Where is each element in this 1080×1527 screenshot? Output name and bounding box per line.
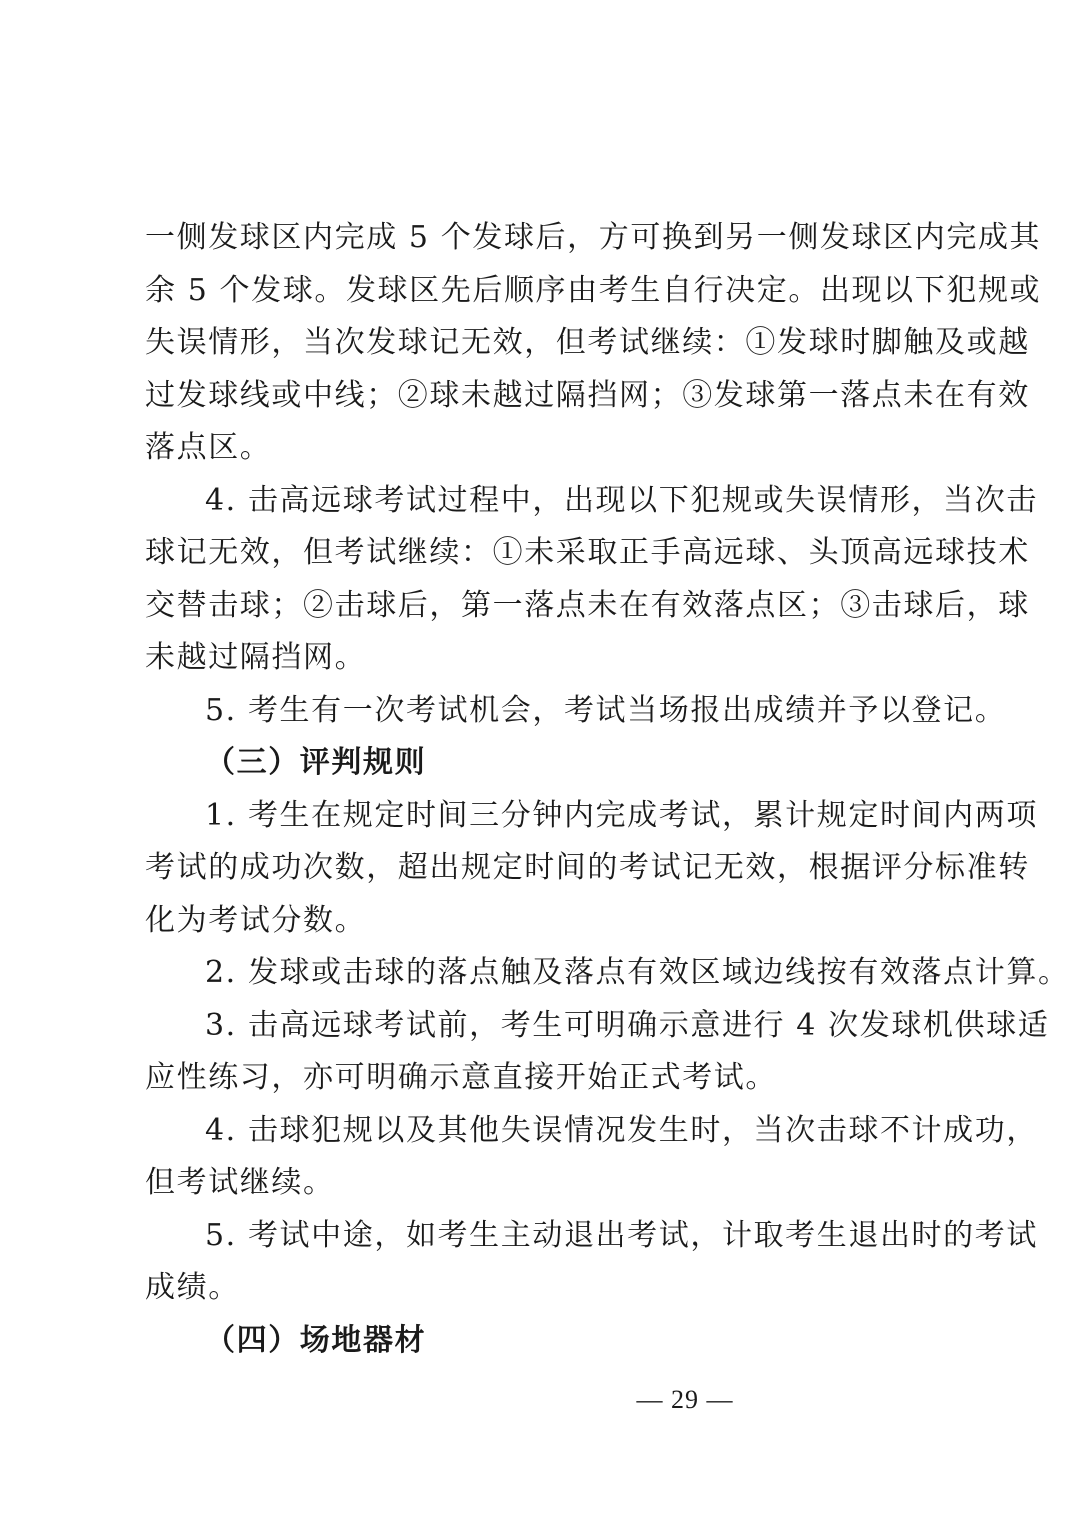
document-body: [145, 212, 1070, 1367]
text-line: 4. 击球犯规以及其他失误情况发生时，当次击球不计成功，: [205, 1112, 1038, 1148]
section-heading: （三）评判规则: [205, 745, 427, 780]
text-line: 应性练习，亦可明确示意直接开始正式考试。: [145, 1060, 777, 1095]
text-line: 5. 考生有一次考试机会，考试当场报出成绩并予以登记。: [205, 692, 1007, 728]
text-line: 交替击球；②击球后，第一落点未在有效落点区；③击球后，球: [145, 587, 1030, 623]
text-line: 过发球线或中线；②球未越过隔挡网；③发球第一落点未在有效: [145, 377, 1030, 413]
text-line: 成绩。: [145, 1270, 240, 1305]
text-line: 2. 发球或击球的落点触及落点有效区域边线按有效落点计算。: [205, 955, 1070, 990]
text-line: 3. 击高远球考试前，考生可明确示意进行 4 次发球机供球适: [205, 1007, 1050, 1043]
text-line: 1. 考生在规定时间三分钟内完成考试，累计规定时间内两项: [205, 797, 1038, 833]
text-line: 但考试继续。: [145, 1165, 335, 1200]
section-heading: （四）场地器材: [205, 1322, 427, 1358]
text-line: 5. 考试中途，如考生主动退出考试，计取考生退出时的考试: [205, 1217, 1038, 1253]
text-line: 一侧发球区内完成 5 个发球后，方可换到另一侧发球区内完成其: [145, 220, 1042, 255]
text-line: 失误情形，当次发球记无效，但考试继续：①发球时脚触及或越: [145, 325, 1030, 360]
text-line: 化为考试分数。: [145, 902, 367, 938]
text-line: 余 5 个发球。发球区先后顺序由考生自行决定。出现以下犯规或: [145, 272, 1042, 308]
text-line: 未越过隔挡网。: [145, 640, 367, 675]
text-line: 球记无效，但考试继续：①未采取正手高远球、头顶高远球技术: [145, 535, 1030, 570]
text-line: 考试的成功次数，超出规定时间的考试记无效，根据评分标准转: [145, 850, 1030, 885]
text-line: 4. 击高远球考试过程中，出现以下犯规或失误情形，当次击: [205, 482, 1038, 518]
text-line: 落点区。: [145, 430, 272, 465]
page-number: — 29 —: [636, 1385, 734, 1414]
